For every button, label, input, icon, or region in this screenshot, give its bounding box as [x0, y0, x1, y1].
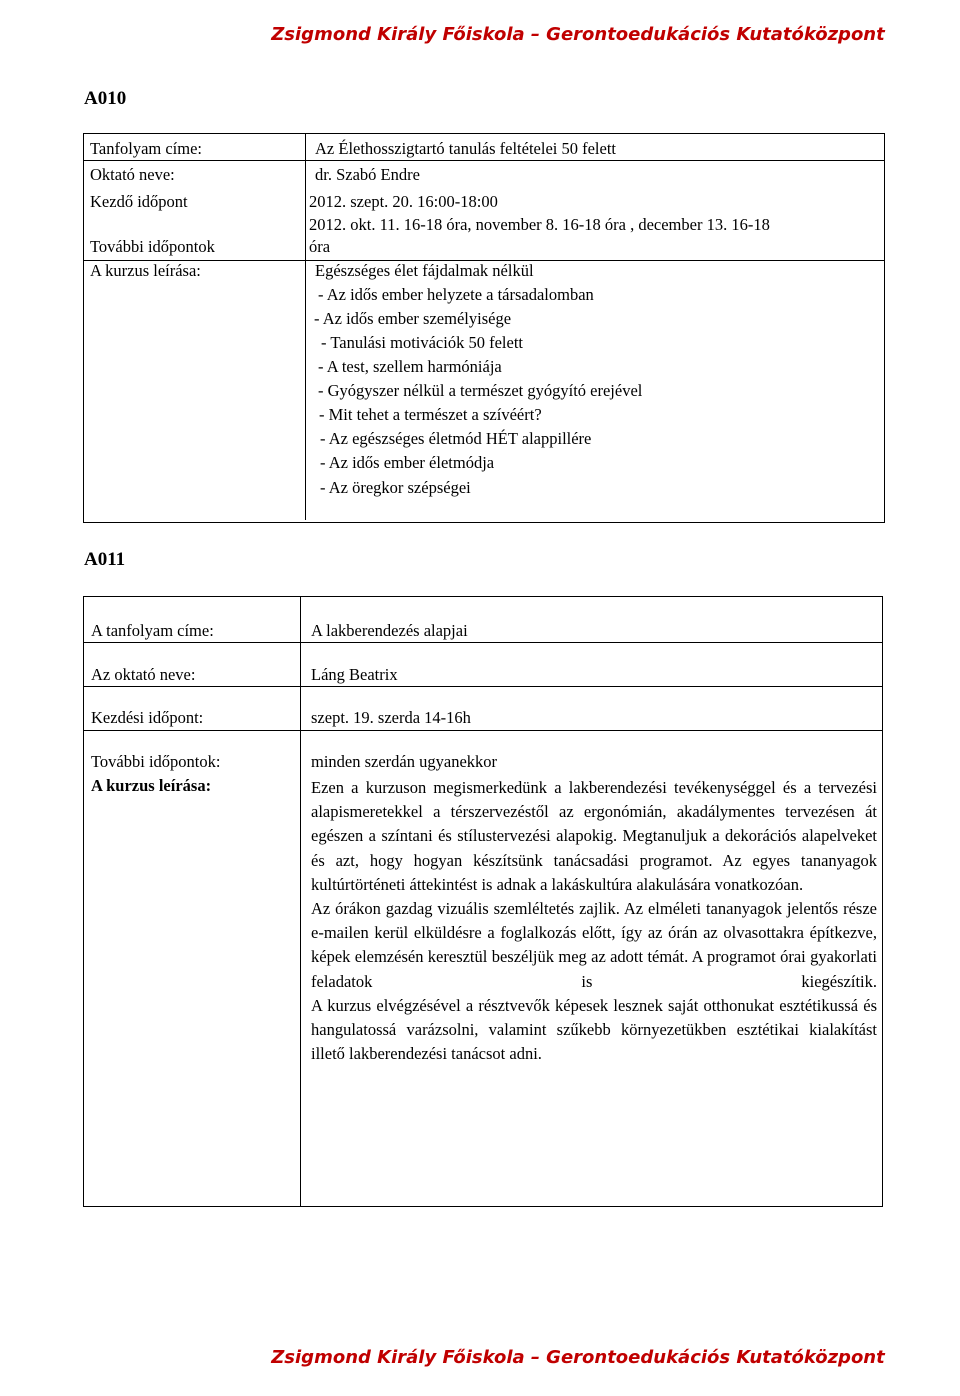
table-divider [305, 134, 306, 160]
description-line: - Az idős ember helyzete a társadalomban [318, 285, 594, 304]
table-divider [300, 730, 882, 731]
page-header-banner: Zsigmond Király Főiskola – Gerontoedukációs Kutatóközpont [271, 24, 885, 45]
label-more-times: További időpontok [90, 237, 215, 256]
course-table-a011 [83, 596, 883, 1207]
description-line: - Mit tehet a természet a szívéért? [319, 405, 542, 424]
description-line: - Tanulási motivációk 50 felett [321, 333, 523, 352]
description-line: - Az idős ember személyisége [314, 309, 512, 328]
course-code-a011: A011 [84, 549, 126, 570]
description-line: Egészséges élet fájdalmak nélkül [315, 261, 534, 280]
label-start-time: Kezdő időpont [90, 192, 188, 211]
description-line: - Gyógyszer nélkül a természet gyógyító erejével [318, 381, 643, 400]
value-course-title: A lakberendezés alapjai [311, 621, 468, 640]
value-start-time: szept. 19. szerda 14-16h [311, 708, 471, 727]
table-divider [305, 160, 306, 520]
table-divider [84, 686, 300, 687]
description-paragraph: A kurzus elvégzésével a résztvevők képesek lesznek saját otthonukat esztétikussá és hangulatossá varázsolni, valamint szűkebb környezetükben esztétikai kialakítást illető lakberendezési tanácsot adni. [311, 995, 877, 1064]
course-table-a010 [83, 133, 885, 523]
description-paragraph: Az órákon gazdag vizuális szemléltetés zajlik. Az elméleti tananyagok jelentős része e-mailen kerül elküldésre a foglalkozás előtt, így az órán az olvasottakra építkezve, képek elemzésén keresztül beszéljük meg az adott témát. A programot órai gyakorlati feladatok is kiegészítik. [311, 899, 877, 991]
label-description: A kurzus leírása: [90, 261, 201, 280]
description-line: - Az egészséges életmód HÉT alappillére [320, 429, 592, 448]
table-divider [84, 730, 300, 731]
course-description [311, 776, 877, 1066]
description-line: - Az idős ember életmódja [320, 453, 495, 472]
page-footer-banner: Zsigmond Király Főiskola – Gerontoedukációs Kutatóközpont [271, 1347, 885, 1368]
table-divider [84, 160, 884, 161]
table-divider [300, 597, 301, 1206]
description-line: - A test, szellem harmóniája [318, 357, 502, 376]
label-course-title: A tanfolyam címe: [91, 621, 214, 640]
value-course-title: Az Élethosszigtartó tanulás feltételei 50 felett [315, 139, 617, 158]
label-course-title: Tanfolyam címe: [90, 139, 203, 158]
value-more-times-line1: 2012. okt. 11. 16-18 óra, november 8. 16-18 óra , december 13. 16-18 [309, 215, 770, 234]
description-line: - Az öregkor szépségei [320, 478, 471, 497]
value-more-times-line2: óra [309, 237, 331, 256]
label-start-time: Kezdési időpont: [91, 708, 204, 727]
table-divider [84, 642, 300, 643]
table-divider [300, 642, 882, 643]
value-start-time: 2012. szept. 20. 16:00-18:00 [309, 192, 498, 211]
course-code-a010: A010 [84, 88, 127, 109]
description-paragraph: Ezen a kurzuson megismerkedünk a lakberendezési tevékenységgel és a tervezési alapismeretekkel a térszervezéstől az ergonómián, akadálymentes tervezésen át egészen a színtani és stílustervezési alapokig. Megtanuljuk a dekorációs alapelveket és azt, hogy hogyan készítsünk tanácsadási programot. Az egyes tananyagok kultúrtörténeti áttekintést is adnak a lakáskultúra alakulására vonatkozóan. [311, 778, 877, 894]
value-more-times: minden szerdán ugyanekkor [311, 752, 498, 771]
label-teacher: Az oktató neve: [91, 665, 196, 684]
label-more-times: További időpontok: [91, 752, 221, 771]
label-description: A kurzus leírása: [91, 776, 212, 795]
value-teacher: Láng Beatrix [311, 665, 398, 684]
label-teacher: Oktató neve: [90, 165, 175, 184]
table-divider [300, 686, 882, 687]
value-teacher: dr. Szabó Endre [315, 165, 420, 184]
